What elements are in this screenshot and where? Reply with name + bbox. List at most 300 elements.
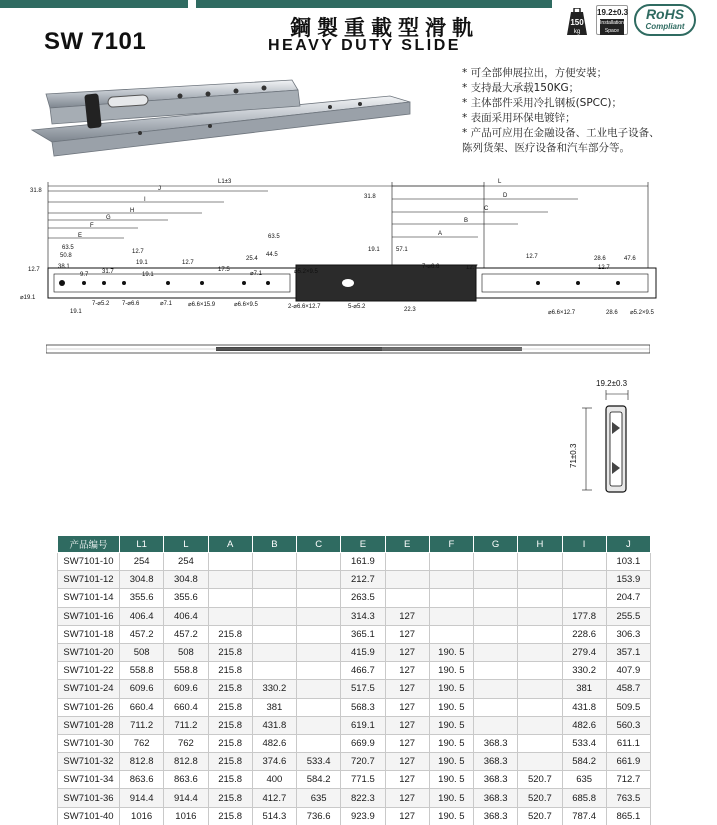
table-header-cell: G bbox=[474, 536, 518, 553]
table-header-cell: C bbox=[297, 536, 341, 553]
table-cell bbox=[518, 589, 562, 607]
table-cell: 514.3 bbox=[252, 807, 296, 825]
table-cell bbox=[429, 625, 473, 643]
table-cell: 407.9 bbox=[606, 662, 650, 680]
installation-space-value: 19.2±0.3 bbox=[597, 8, 629, 17]
table-cell: 923.9 bbox=[341, 807, 385, 825]
table-cell: 190. 5 bbox=[429, 734, 473, 752]
table-cell: 822.3 bbox=[341, 789, 385, 807]
spec-table bbox=[57, 535, 651, 825]
table-cell: 127 bbox=[385, 607, 429, 625]
table-cell: 914.4 bbox=[164, 789, 208, 807]
table-cell: 368.3 bbox=[474, 789, 518, 807]
table-header-cell: 产品编号 bbox=[58, 536, 120, 553]
table-cell: 279.4 bbox=[562, 643, 606, 661]
feature-item: * 主体部件采用冷扎钢板(SPCC)； bbox=[462, 97, 622, 109]
table-cell: 215.8 bbox=[208, 771, 252, 789]
table-cell: 711.2 bbox=[164, 716, 208, 734]
dim-small: 7-⌀6.6 bbox=[422, 264, 440, 270]
table-cell: 215.8 bbox=[208, 753, 252, 771]
slide-side-view bbox=[46, 344, 650, 354]
table-cell bbox=[474, 643, 518, 661]
table-cell: 215.8 bbox=[208, 789, 252, 807]
table-cell: 215.8 bbox=[208, 625, 252, 643]
table-cell: 215.8 bbox=[208, 680, 252, 698]
dim-small: 50.8 bbox=[60, 253, 72, 259]
table-cell: 215.8 bbox=[208, 716, 252, 734]
table-cell: 1016 bbox=[164, 807, 208, 825]
load-weight-icon bbox=[566, 8, 588, 36]
dim-small: 12.7 bbox=[132, 249, 144, 255]
table-cell bbox=[208, 607, 252, 625]
feature-item: * 表面采用环保电镀锌； bbox=[462, 112, 576, 124]
table-cell bbox=[518, 643, 562, 661]
table-cell bbox=[429, 553, 473, 571]
table-cell: 304.8 bbox=[164, 571, 208, 589]
table-cell: 520.7 bbox=[518, 771, 562, 789]
table-cell: 190. 5 bbox=[429, 680, 473, 698]
table-cell: 190. 5 bbox=[429, 698, 473, 716]
table-cell: SW7101-34 bbox=[58, 771, 120, 789]
table-cell: 812.8 bbox=[164, 753, 208, 771]
table-cell: 177.8 bbox=[562, 607, 606, 625]
dim-small: 12.7 bbox=[28, 267, 40, 273]
table-header-cell: H bbox=[518, 536, 562, 553]
table-cell: 357.1 bbox=[606, 643, 650, 661]
table-cell: 127 bbox=[385, 643, 429, 661]
table-cell: 635 bbox=[562, 771, 606, 789]
dim-bottom: 22.3 bbox=[404, 307, 416, 313]
table-cell bbox=[252, 662, 296, 680]
table-cell: 127 bbox=[385, 807, 429, 825]
table-cell: SW7101-32 bbox=[58, 753, 120, 771]
table-cell bbox=[518, 734, 562, 752]
table-cell bbox=[474, 571, 518, 589]
dim-bottom: 19.1 bbox=[70, 309, 82, 315]
dim-small: 63.5 bbox=[62, 245, 74, 251]
feature-list bbox=[462, 66, 712, 156]
table-cell: 355.6 bbox=[164, 589, 208, 607]
table-cell: 720.7 bbox=[341, 753, 385, 771]
dim-bottom: 2-⌀6.6×12.7 bbox=[288, 304, 321, 310]
dim-small: 31.7 bbox=[102, 269, 114, 275]
table-cell: 215.8 bbox=[208, 643, 252, 661]
table-cell bbox=[518, 571, 562, 589]
table-cell: 381 bbox=[252, 698, 296, 716]
dim-label-i: I bbox=[144, 197, 146, 203]
table-header-cell: L1 bbox=[120, 536, 164, 553]
table-cell: 584.2 bbox=[562, 753, 606, 771]
table-cell: 787.4 bbox=[562, 807, 606, 825]
dim-small: 25.4 bbox=[246, 256, 258, 262]
table-cell: 669.9 bbox=[341, 734, 385, 752]
dim-label-l1: L1±3 bbox=[218, 179, 232, 185]
table-cell: SW7101-26 bbox=[58, 698, 120, 716]
table-row bbox=[58, 753, 651, 771]
table-cell: 190. 5 bbox=[429, 789, 473, 807]
dim-label-e: E bbox=[78, 233, 83, 239]
table-cell: 762 bbox=[120, 734, 164, 752]
dim-small: 9.7 bbox=[80, 272, 89, 278]
table-cell: 374.6 bbox=[252, 753, 296, 771]
table-cell: 482.6 bbox=[252, 734, 296, 752]
table-cell bbox=[297, 698, 341, 716]
table-cell: 127 bbox=[385, 734, 429, 752]
table-cell: 406.4 bbox=[164, 607, 208, 625]
dim-bottom: ⌀5.2×9.5 bbox=[630, 310, 654, 316]
table-cell: SW7101-14 bbox=[58, 589, 120, 607]
table-cell: SW7101-24 bbox=[58, 680, 120, 698]
table-cell: SW7101-40 bbox=[58, 807, 120, 825]
table-cell: 255.5 bbox=[606, 607, 650, 625]
table-cell: SW7101-22 bbox=[58, 662, 120, 680]
dim-small: 63.5 bbox=[268, 234, 280, 240]
table-cell: 609.6 bbox=[120, 680, 164, 698]
table-cell bbox=[252, 553, 296, 571]
rohs-title: RoHS bbox=[645, 6, 685, 22]
table-header-cell: A bbox=[208, 536, 252, 553]
table-row bbox=[58, 771, 651, 789]
rohs-badge bbox=[634, 4, 696, 36]
table-cell: 127 bbox=[385, 680, 429, 698]
table-cell: 254 bbox=[164, 553, 208, 571]
table-cell: 415.9 bbox=[341, 643, 385, 661]
dim-bottom: ⌀6.6×9.5 bbox=[234, 302, 258, 308]
table-cell: 127 bbox=[385, 698, 429, 716]
table-cell: 865.1 bbox=[606, 807, 650, 825]
table-row bbox=[58, 662, 651, 680]
dim-label-a: A bbox=[438, 231, 443, 237]
load-value: 150 bbox=[570, 18, 584, 27]
table-cell: 127 bbox=[385, 716, 429, 734]
table-row bbox=[58, 716, 651, 734]
table-cell: 190. 5 bbox=[429, 662, 473, 680]
table-cell: 190. 5 bbox=[429, 643, 473, 661]
table-cell: 215.8 bbox=[208, 662, 252, 680]
dim-label-g: G bbox=[106, 215, 111, 221]
dim-small: 28.6 bbox=[594, 256, 606, 262]
dim-small: 47.6 bbox=[624, 256, 636, 262]
table-cell: 215.8 bbox=[208, 734, 252, 752]
table-cell bbox=[518, 753, 562, 771]
header-rule-left bbox=[0, 0, 188, 8]
table-cell: 457.2 bbox=[120, 625, 164, 643]
model-number: SW 7101 bbox=[44, 28, 147, 55]
table-cell: 661.9 bbox=[606, 753, 650, 771]
table-cell: 215.8 bbox=[208, 807, 252, 825]
dim-small: 44.5 bbox=[266, 252, 278, 258]
table-row bbox=[58, 698, 651, 716]
table-cell: 685.8 bbox=[562, 789, 606, 807]
dim-small: 57.1 bbox=[396, 247, 408, 253]
table-cell bbox=[297, 571, 341, 589]
table-row bbox=[58, 789, 651, 807]
table-cell: 368.3 bbox=[474, 771, 518, 789]
table-cell: SW7101-20 bbox=[58, 643, 120, 661]
table-cell: 533.4 bbox=[297, 753, 341, 771]
table-cell: 660.4 bbox=[164, 698, 208, 716]
table-cell bbox=[297, 643, 341, 661]
table-cell bbox=[208, 553, 252, 571]
table-header-cell: I bbox=[562, 536, 606, 553]
feature-item: * 可全部伸展拉出，方便安裝； bbox=[462, 67, 608, 79]
table-cell: 368.3 bbox=[474, 753, 518, 771]
load-unit: kg bbox=[573, 29, 581, 35]
table-cell: 127 bbox=[385, 789, 429, 807]
installation-space-badge bbox=[596, 5, 628, 35]
table-cell: 314.3 bbox=[341, 607, 385, 625]
table-cell bbox=[562, 589, 606, 607]
table-cell: 306.3 bbox=[606, 625, 650, 643]
table-header-cell: E bbox=[341, 536, 385, 553]
dim-small: 12.7 bbox=[182, 260, 194, 266]
title-chinese: 鋼製重載型滑軌 bbox=[290, 16, 479, 40]
table-cell bbox=[297, 607, 341, 625]
dim-small: 12.7 bbox=[598, 265, 610, 271]
table-cell: 368.3 bbox=[474, 734, 518, 752]
table-cell: 127 bbox=[385, 771, 429, 789]
table-cell: 762 bbox=[164, 734, 208, 752]
section-width-label: 19.2±0.3 bbox=[596, 379, 628, 388]
table-cell: 558.8 bbox=[164, 662, 208, 680]
dim-small: ⌀7.1 bbox=[250, 271, 262, 277]
table-cell bbox=[297, 734, 341, 752]
table-cell: 482.6 bbox=[562, 716, 606, 734]
table-cell: 584.2 bbox=[297, 771, 341, 789]
dim-label-f: F bbox=[90, 223, 94, 229]
table-cell: 127 bbox=[385, 662, 429, 680]
table-cell bbox=[518, 553, 562, 571]
table-cell bbox=[252, 625, 296, 643]
table-cell: 611.1 bbox=[606, 734, 650, 752]
dim-small: 12.7 bbox=[466, 265, 478, 271]
installation-space-caption: Installation Space bbox=[600, 20, 624, 34]
table-cell: 330.2 bbox=[562, 662, 606, 680]
table-cell bbox=[208, 589, 252, 607]
table-cell: 660.4 bbox=[120, 698, 164, 716]
table-cell bbox=[297, 589, 341, 607]
table-cell: 466.7 bbox=[341, 662, 385, 680]
table-row bbox=[58, 553, 651, 571]
table-cell bbox=[297, 662, 341, 680]
table-cell: 619.1 bbox=[341, 716, 385, 734]
table-cell: SW7101-12 bbox=[58, 571, 120, 589]
table-cell: 190. 5 bbox=[429, 771, 473, 789]
table-cell: 355.6 bbox=[120, 589, 164, 607]
table-cell: 400 bbox=[252, 771, 296, 789]
table-header-cell: J bbox=[606, 536, 650, 553]
table-cell bbox=[474, 553, 518, 571]
table-cell bbox=[518, 662, 562, 680]
dim-bottom: ⌀6.6×12.7 bbox=[548, 310, 576, 316]
table-cell: 771.5 bbox=[341, 771, 385, 789]
table-cell: 215.8 bbox=[208, 698, 252, 716]
table-cell: 609.6 bbox=[164, 680, 208, 698]
dim-small: ⌀5.2×9.5 bbox=[294, 269, 318, 275]
table-cell bbox=[252, 589, 296, 607]
table-cell bbox=[518, 625, 562, 643]
table-cell: SW7101-28 bbox=[58, 716, 120, 734]
table-cell: 161.9 bbox=[341, 553, 385, 571]
dim-small: 19.1 bbox=[142, 272, 154, 278]
table-cell: SW7101-10 bbox=[58, 553, 120, 571]
table-header-cell: L bbox=[164, 536, 208, 553]
table-cell: 368.3 bbox=[474, 807, 518, 825]
table-cell bbox=[208, 571, 252, 589]
table-cell bbox=[297, 680, 341, 698]
table-cell bbox=[518, 607, 562, 625]
table-row bbox=[58, 680, 651, 698]
table-cell: 431.8 bbox=[252, 716, 296, 734]
table-cell: 520.7 bbox=[518, 789, 562, 807]
table-header-cell: E bbox=[385, 536, 429, 553]
table-cell bbox=[429, 589, 473, 607]
table-cell: 190. 5 bbox=[429, 716, 473, 734]
table-cell: 560.3 bbox=[606, 716, 650, 734]
table-header-cell: B bbox=[252, 536, 296, 553]
table-row bbox=[58, 643, 651, 661]
table-cell: 763.5 bbox=[606, 789, 650, 807]
table-cell: 190. 5 bbox=[429, 807, 473, 825]
table-cell: 711.2 bbox=[120, 716, 164, 734]
table-cell bbox=[518, 698, 562, 716]
dim-label-h: H bbox=[130, 208, 135, 214]
table-row bbox=[58, 807, 651, 825]
dim-bottom: 7-⌀5.2 bbox=[92, 301, 110, 307]
table-cell bbox=[518, 680, 562, 698]
table-cell: 812.8 bbox=[120, 753, 164, 771]
table-cell bbox=[385, 571, 429, 589]
table-cell: 431.8 bbox=[562, 698, 606, 716]
section-height-label: 71±0.3 bbox=[569, 443, 578, 468]
table-cell bbox=[252, 571, 296, 589]
dim-bottom: 28.6 bbox=[606, 310, 618, 316]
table-cell bbox=[297, 625, 341, 643]
table-cell bbox=[474, 589, 518, 607]
dim-bottom: 5-⌀5.2 bbox=[348, 304, 366, 310]
table-cell bbox=[474, 680, 518, 698]
table-cell bbox=[474, 607, 518, 625]
table-cell: 508 bbox=[120, 643, 164, 661]
title-english: HEAVY DUTY SLIDE bbox=[268, 37, 461, 54]
table-cell: 558.8 bbox=[120, 662, 164, 680]
header-rule-right bbox=[196, 0, 552, 8]
rohs-caption: Compliant bbox=[645, 22, 685, 31]
table-cell: 458.7 bbox=[606, 680, 650, 698]
table-cell: 190. 5 bbox=[429, 753, 473, 771]
table-cell bbox=[474, 716, 518, 734]
table-cell bbox=[474, 662, 518, 680]
table-cell: SW7101-30 bbox=[58, 734, 120, 752]
table-cell bbox=[252, 643, 296, 661]
table-cell: 406.4 bbox=[120, 607, 164, 625]
table-cell: SW7101-18 bbox=[58, 625, 120, 643]
dim-bottom: ⌀7.1 bbox=[160, 301, 172, 307]
table-cell bbox=[297, 553, 341, 571]
table-cell bbox=[562, 553, 606, 571]
feature-item: 陈列货架、医疗设备和汽车部分等。 bbox=[462, 142, 630, 154]
table-cell bbox=[474, 698, 518, 716]
table-row bbox=[58, 625, 651, 643]
table-cell: 204.7 bbox=[606, 589, 650, 607]
dim-bottom: 7-⌀6.6 bbox=[122, 301, 140, 307]
table-row bbox=[58, 589, 651, 607]
table-cell: 254 bbox=[120, 553, 164, 571]
table-cell bbox=[385, 589, 429, 607]
table-cell bbox=[385, 553, 429, 571]
table-cell: 736.6 bbox=[297, 807, 341, 825]
table-cell: 863.6 bbox=[164, 771, 208, 789]
dim-small: 12.7 bbox=[526, 254, 538, 260]
table-cell: 520.7 bbox=[518, 807, 562, 825]
table-cell: 153.9 bbox=[606, 571, 650, 589]
table-cell: SW7101-16 bbox=[58, 607, 120, 625]
feature-item: * 支持最大承载150KG； bbox=[462, 82, 580, 94]
dim-label-l: L bbox=[498, 179, 502, 185]
dim-small: 19.1 bbox=[136, 260, 148, 266]
table-cell: 263.5 bbox=[341, 589, 385, 607]
table-cell: 533.4 bbox=[562, 734, 606, 752]
table-cell bbox=[252, 607, 296, 625]
table-cell: 381 bbox=[562, 680, 606, 698]
dim-label-d: D bbox=[503, 193, 508, 199]
table-cell: 365.1 bbox=[341, 625, 385, 643]
dim-small: 38.1 bbox=[58, 264, 70, 270]
table-header-row bbox=[58, 536, 651, 553]
table-row bbox=[58, 571, 651, 589]
dim-label-b: B bbox=[464, 218, 469, 224]
table-cell bbox=[518, 716, 562, 734]
dim-bottom: ⌀19.1 bbox=[20, 295, 36, 301]
table-cell: 568.3 bbox=[341, 698, 385, 716]
dim-small: 17.5 bbox=[218, 267, 230, 273]
feature-item: * 产品可应用在金融设备、工业电子设备、 bbox=[462, 127, 660, 139]
table-cell bbox=[474, 625, 518, 643]
table-cell: 509.5 bbox=[606, 698, 650, 716]
table-cell: 712.7 bbox=[606, 771, 650, 789]
table-cell: 508 bbox=[164, 643, 208, 661]
table-cell bbox=[429, 607, 473, 625]
table-cell: 635 bbox=[297, 789, 341, 807]
dim-small: 19.1 bbox=[368, 247, 380, 253]
technical-drawing bbox=[18, 172, 668, 322]
table-cell: 1016 bbox=[120, 807, 164, 825]
table-cell: 103.1 bbox=[606, 553, 650, 571]
table-cell: 330.2 bbox=[252, 680, 296, 698]
table-row bbox=[58, 734, 651, 752]
dim-label-c: C bbox=[484, 206, 489, 212]
table-cell: 228.6 bbox=[562, 625, 606, 643]
table-row bbox=[58, 607, 651, 625]
table-cell bbox=[297, 716, 341, 734]
table-cell: 212.7 bbox=[341, 571, 385, 589]
dim-small: 31.8 bbox=[30, 188, 42, 194]
table-cell: 127 bbox=[385, 753, 429, 771]
table-cell: SW7101-36 bbox=[58, 789, 120, 807]
table-cell: 412.7 bbox=[252, 789, 296, 807]
table-cell: 457.2 bbox=[164, 625, 208, 643]
table-cell bbox=[429, 571, 473, 589]
table-header-cell: F bbox=[429, 536, 473, 553]
table-cell: 127 bbox=[385, 625, 429, 643]
dim-label-j: J bbox=[158, 186, 161, 192]
table-cell bbox=[562, 571, 606, 589]
table-cell: 914.4 bbox=[120, 789, 164, 807]
dim-bottom: ⌀6.6×15.9 bbox=[188, 302, 216, 308]
slide-product-image bbox=[30, 76, 412, 160]
table-cell: 304.8 bbox=[120, 571, 164, 589]
table-cell: 863.6 bbox=[120, 771, 164, 789]
